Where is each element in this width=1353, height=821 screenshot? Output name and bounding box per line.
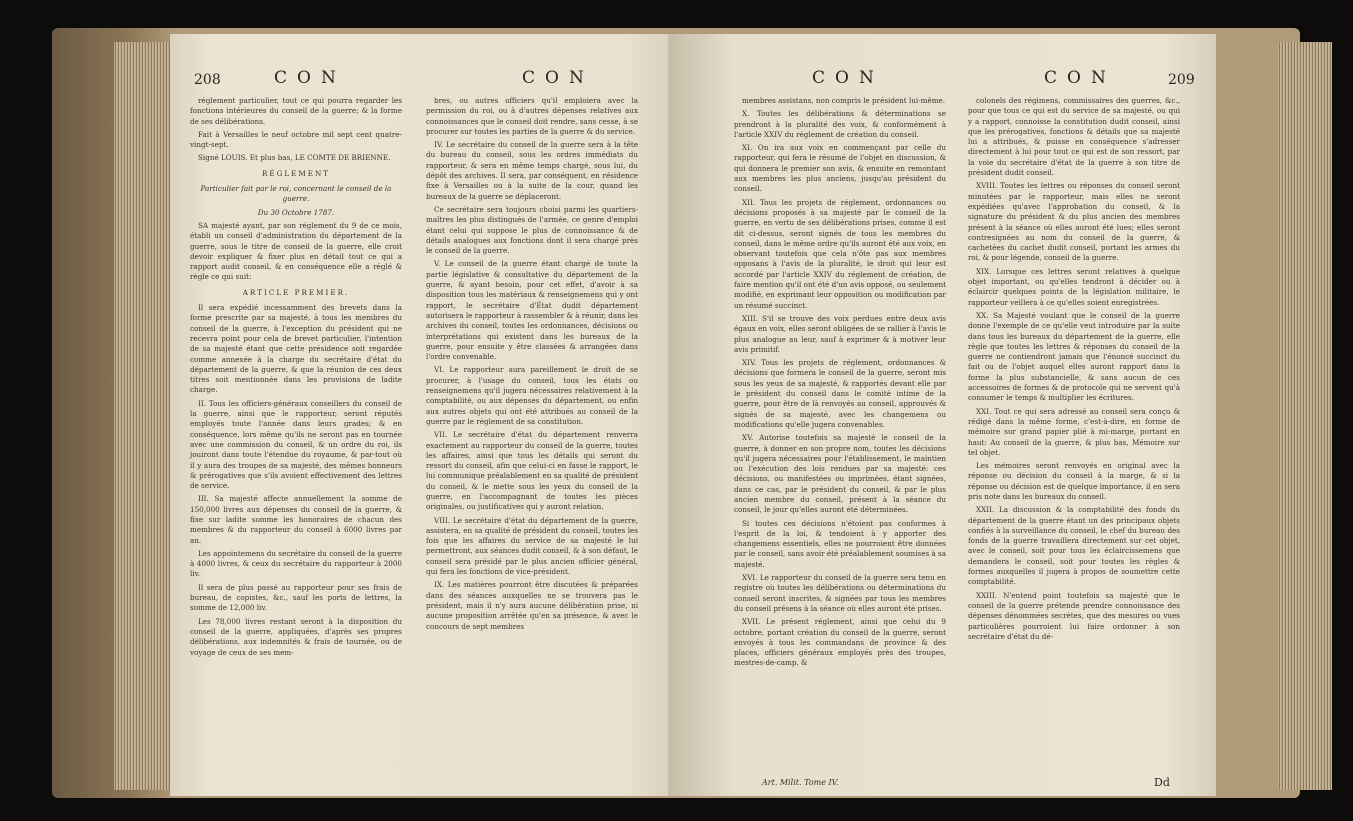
right-running-head-2: CON xyxy=(1044,68,1116,88)
left-page-number: 208 xyxy=(194,72,221,88)
paragraph: IX. Les matières pourront être discutées & préparées dans des séances auxquelles ne se trouvera pas le président, mais il n'y aura aucune délibération prise, ni aucune proposition arrêtée qu'en sa présence, & avec le concours de sept membres xyxy=(426,580,638,631)
paragraph: XVIII. Toutes les lettres ou réponses du conseil seront minutées par le rapporteur, mais elles ne seront expédiées qu'avec l'approbation du conseil, & la signature du président & du plus ancien des membres présent à la séance où elles auront été lues; elles seront contresignées au nom du conseil de la guerre, & cachetées du cachet dudit conseil, portant les armes du roi, & pour légende, conseil de la guerre. xyxy=(968,181,1180,263)
paragraph: Il sera expédié incessamment des brevets dans la forme prescrite par sa majesté, à tous les membres du conseil de la guerre, à l'exception du président qui ne recevra point pour cela de brevet particulier, l'intention de sa majesté étant que cette présidence soit regardée comme annexée à la charge du secrétaire d'état du département de la guerre, & que la réunion de ces deux titres soit mentionnée dans les provisions de ladite charge. xyxy=(190,303,402,395)
paragraph: Particulier fait par le roi, concernant le conseil de la guerre. xyxy=(200,184,392,204)
paragraph: XVII. Le présent réglement, ainsi que celui du 9 octobre, portant création du conseil de la guerre, seront envoyés à tous les commandans de province & des places, officiers généraux employés près des troupes, mestres-de-camp, & xyxy=(734,617,946,668)
left-page-column-2 xyxy=(426,96,638,635)
paragraph: XIX. Lorsque ces lettres seront relatives à quelque objet important, ou qu'elles tendront à décider ou à éclaircir quelques points de la législation militaire, le rapporteur veillera à ce qu'elles soient enregistrées. xyxy=(968,266,1180,307)
left-page-edges xyxy=(114,42,172,790)
paragraph: bres, ou autres officiers qu'il emploiera avec la permission du roi, ou à d'autres dépenses relatives aux connoissances que le conseil doit rendre, sans cesse, à se procurer sur toutes les parties de la guerre & du service. xyxy=(426,96,638,136)
paragraph: Les mémoires seront renvoyés en original avec la réponse ou décision du conseil à la marge, & si la réponse ou décision est de quelque importance, il en sera pris note dans les bureaux du conseil. xyxy=(968,461,1180,501)
paragraph: Il sera de plus passé au rapporteur pour ses frais de bureau, de copistes, &c., sauf les ports de lettres, la somme de 12,000 liv. xyxy=(190,582,402,613)
left-running-head-2: CON xyxy=(522,68,594,88)
left-page-column-1 xyxy=(190,96,402,661)
paragraph: Si toutes ces décisions n'étoient pas conformes à l'esprit de la loi, & tendoient à y apporter des changemens essentiels, elles ne pourroient être données par le conseil, sans avoir été préalablement soumises à sa majesté. xyxy=(734,518,946,569)
paragraph: Signé LOUIS. Et plus bas, LE COMTE DE BRIENNE. xyxy=(198,153,391,163)
paragraph: XX. Sa Majesté voulant que le conseil de la guerre donne l'exemple de ce qu'elle veut introduire par la suite dans tous les bureaux du département de la guerre, elle règle que toutes les lettres & réponses du conseil de la guerre ne contiendront jamais que l'énoncé succinct du fait ou de l'objet auquel elles auront rapport dans la forme la plus substancielle, & sans aucun de ces accessoires de formes & de protocole qui ne servent qu'à consumer le temps & multiplier les écritures. xyxy=(968,310,1180,403)
paragraph: XII. Tous les projets de réglement, ordonnances ou décisions proposés à sa majesté par le conseil de la guerre, en vertu de ses délibérations prises, comme il est dit ci-dessus, seront signés de tous les membres du conseil, dans le même ordre qu'ils auront été aux voix, en observant toutefois que cela n'ôte pas aux membres opposans à l'avis de la pluralité, le droit qui leur est accordé par l'article XXIV du réglement de création, de faire mention qu'il ont été d'un avis opposé, ou seulement modifié, en exprimant leur opposition ou modification par un résumé succinct. xyxy=(734,197,946,310)
paragraph: Les 78,000 livres restant seront à la disposition du conseil de la guerre, appliquées, d'après ses propres délibérations, aux indemnités & frais de tournée, ou de voyage de ceux de ses mem- xyxy=(190,616,402,657)
paragraph: XV. Autorise toutefois sa majesté le conseil de la guerre, à donner en son propre nom, toutes les décisions qu'il jugera nécessaires pour l'établissement, le maintien ou l'exécution des lois rendues par sa majesté: ces décisions, ou manifestées ou imprimées, étant signées, dans ce cas, par le président du conseil, & par le plus ancien membre du conseil, présent à la séance du conseil, le jour qu'elles auront été déterminées. xyxy=(734,433,946,515)
paragraph: XI. On ira aux voix en commençant par celle du rapporteur, qui fera le résumé de l'objet en discussion, & qui donnera le premier son avis, & ensuite en remontant aux membres les plus anciens, jusqu'au président du conseil. xyxy=(734,143,946,194)
paragraph: Ce secrétaire sera toujours choisi parmi les quartiers-maîtres les plus distingués de l'armée, ce genre d'emploi étant celui qui suppose le plus de connoissance & de détails analogues aux fonctions dont il sera chargé près le conseil de la guerre. xyxy=(426,204,638,256)
paragraph: Fait à Versailles le neuf octobre mil sept cent quatre-vingt-sept. xyxy=(190,129,402,150)
right-page-number: 209 xyxy=(1168,72,1195,88)
paragraph: V. Le conseil de la guerre étant chargé de toute la partie législative & consultative du département de la guerre, & ayant besoin, pour cet effet, d'avoir à sa disposition tous les matériaux & renseignemens qui y ont rapport, le secrétaire d'État dudit département autorisera le rapporteur à rassembler & à réunir, dans les archives du conseil, toutes les ordonnances, décisions ou interprétations qui existent dans les bureaux de la guerre, pour ensuite y être classées & arrangées dans l'ordre convenable. xyxy=(426,259,638,362)
paragraph: colonels des régimens, commissaires des guerres, &c., pour que tous ce qui est du service de sa majesté, ou qui y a rapport, connoisse la constitution dudit conseil, ainsi que les prérogatives, fonctions & détails que sa majesté lui a attribués, & puisse en conséquence s'adresser directement à lui pour tout ce qui est de son ressort, par la voie du secrétaire d'état de la guerre à son titre de président dudit conseil. xyxy=(968,96,1180,178)
paragraph: XXI. Tout ce qui sera adressé au conseil sera conçu & rédigé dans la même forme, c'est-à-dire, en forme de mémoire sur grand papier plié à mi-marge, portant en haut: Au conseil de la guerre, & plus bas, Mémoire sur tel objet. xyxy=(968,406,1180,457)
footer-note: Art. Milit. Tome IV. xyxy=(762,778,839,787)
right-page-column-2 xyxy=(968,96,1180,645)
right-page-edges xyxy=(1278,42,1332,790)
paragraph: II. Tous les officiers-généraux conseillers du conseil de la guerre, ainsi que le rapporteur, seront réputés employés toute l'année dans leurs grades; & en conséquence, lors même qu'ils ne seront pas en tournée avec une commission du conseil, & un ordre du roi, ils jouiront dans toute l'étendue du royaume, & par-tout où il y aura des troupes de sa majesté, des mêmes honneurs & prérogatives que s'ils avoient effectivement des lettres de service. xyxy=(190,398,402,491)
paragraph: III. Sa majesté affecte annuellement la somme de 150,000 livres aux dépenses du conseil de la guerre, & fixe sur ladite somme les honoraires de chacun des membres & du rapporteur du conseil à 6000 livres par an. xyxy=(190,494,402,545)
paragraph: VII. Le secrétaire d'état du département renverra exactement au rapporteur du conseil de la guerre, toutes les affaires, ainsi que tous les détails qui seront du ressort du conseil, afin que celui-ci en fasse le rapport, le lui communique préalablement en sa qualité de président du conseil, & le mette sous les yeux du conseil de la guerre, en l'accompagnant de toutes les pièces originales, ou justificatives qui y auront relation. xyxy=(426,430,638,512)
paragraph: XIII. S'il se trouve des voix perdues entre deux avis égaux en voix, elles seront obligées de se rallier à l'avis le plus analogue au leur, sauf à exprimer & à motiver leur avis primitif. xyxy=(734,313,946,354)
left-running-head-1: CON xyxy=(274,68,346,88)
right-running-head-1: CON xyxy=(812,68,884,88)
open-book xyxy=(52,28,1300,798)
paragraph: VI. Le rapporteur aura pareillement le droit de se procurer, à l'usage du conseil, tous les états ou renseignemens qu'il jugera nécessaires relativement à la comptabilité, ou aux dépenses du département, ou enfin aux autres objets qui ont été attribués au conseil de la guerre par le réglement de sa constitution. xyxy=(426,365,638,426)
paragraph: IV. Le secrétaire du conseil de la guerre sera à la tête du bureau du conseil, sous les ordres immédiats du rapporteur, & sera en même temps chargé, sous lui, du dépôt des archives. Il sera, par conséquent, en résidence fixe à Versailles ou à la suite de la cour, quand les bureaux de la guerre se déplaceront. xyxy=(426,140,638,201)
left-page xyxy=(170,34,706,796)
paragraph: Du 30 Octobre 1787. xyxy=(257,207,335,217)
paragraph: ARTICLE PREMIER. xyxy=(242,287,350,297)
signature-mark: Dd xyxy=(1154,776,1170,789)
paragraph: réglement particulier, tout ce qui pourra regarder les fonctions intérieures du conseil de la guerre; & la forme de ses délibérations. xyxy=(190,96,402,126)
paragraph: XVI. Le rapporteur du conseil de la guerre sera tenu en registre où toutes les délibérations ou déterminations du conseil seront inscrites, & signées par tous les membres du conseil présens à la séance où elles auront été prises. xyxy=(734,573,946,613)
right-page xyxy=(668,34,1216,796)
paragraph: XIV. Tous les projets de réglement, ordonnances & décisions que formera le conseil de la guerre, seront mis sous les yeux de sa majesté, & rapportés devant elle par le président du conseil dans le comité intime de la guerre, pour être de là renvoyés au conseil, approuvés & signés de sa majesté, avec les changemens ou modifications qu'elle jugera convenables. xyxy=(734,358,946,429)
paragraph: SA majesté ayant, par son réglement du 9 de ce mois, établi un conseil d'administration du département de la guerre, sous le titre de conseil de la guerre, elle croit devoir expliquer & fixer plus en détail tout ce qui a rapport audit conseil, & en conséquence elle a réglé & règle ce qui suit: xyxy=(190,220,402,282)
paragraph: RÉGLEMENT xyxy=(261,168,331,178)
paragraph: membres assistans, non compris le président lui-même. xyxy=(742,96,946,105)
paragraph: XXIII. N'entend point toutefois sa majesté que le conseil de la guerre prétende prendre connoissance des dépenses dénommées secrètes, que des mesures ou vues particulières pourroient lui faire ordonner à son secrétaire d'état du dé- xyxy=(968,590,1180,641)
paragraph: Les appointemens du secrétaire du conseil de la guerre à 4000 livres, & ceux du secrétaire du rapporteur à 2000 liv. xyxy=(190,548,402,579)
paragraph: XXII. La discussion & la comptabilité des fonds du département de la guerre étant un des principaux objets confiés à la surveillance du conseil, le chef du bureau des fonds de la guerre travaillera directement sur cet objet, avec le conseil, soit pour tous les éclaircissemens que demandera le conseil, soit pour toutes les règles & formes auxquelles il jugera à propos de soumettre cette comptabilité. xyxy=(968,505,1180,587)
paragraph: VIII. Le secrétaire d'état du département de la guerre, assistera, en sa qualité de président du conseil, toutes les fois que les affaires du service de sa majesté le lui permettront, aux séances dudit conseil, & à son défaut, le conseil sera présidé par le plus ancien officier général, qui fera les fonctions de vice-président. xyxy=(426,515,638,577)
paragraph: X. Toutes les délibérations & déterminations se prendront à la pluralité des voix, & conformément à l'article XXIV du réglement de création du conseil. xyxy=(734,109,946,139)
right-page-column-1 xyxy=(734,96,946,672)
